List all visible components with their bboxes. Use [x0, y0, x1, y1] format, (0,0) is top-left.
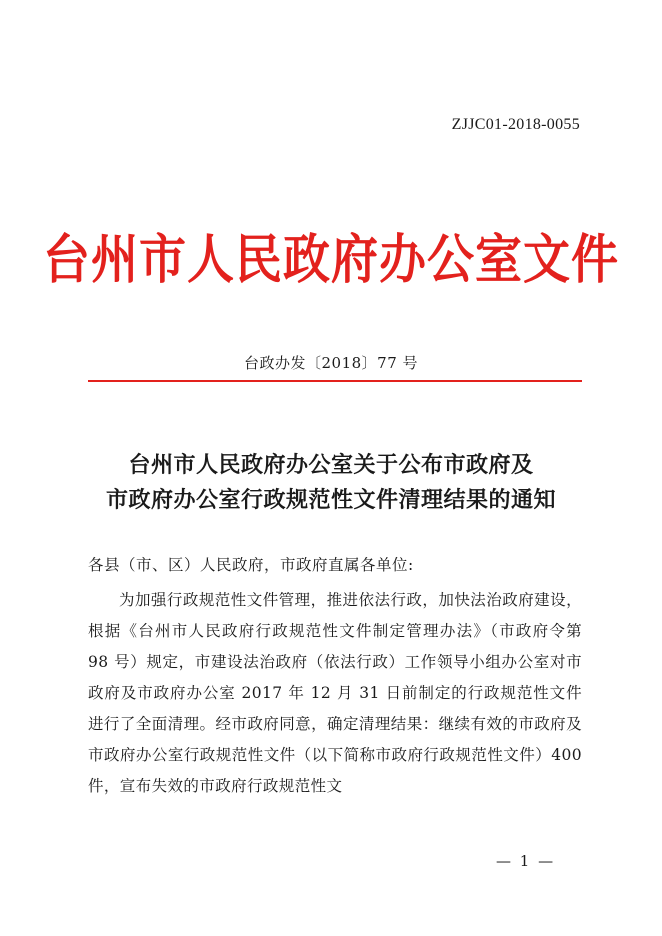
notice-title [0, 448, 662, 518]
document-code: 台政办发〔2018〕77 号 [243, 354, 419, 372]
issuer-title: 台州市人民政府办公室文件 [43, 229, 619, 291]
document-serial-number: ZJJC01-2018-0055 [451, 116, 580, 133]
notice-title-line-1: 台州市人民政府办公室关于公布市政府及 [128, 452, 534, 478]
body-paragraph: 为加强行政规范性文件管理，推进依法行政，加快法治政府建设，根据《台州市人民政府行政规范性文件制定管理办法》（市政府令第 98 号）规定，市建设法治政府（依法行政）工作领导小组办公室对市政府及市政府办公室 2017 年 12 月 31 日前制定的行政规范性文件进行了全面清理。经市政府同意，确定清理结果：继续有效的市政府及市政府办公室行政规范性文件（以下简称市政府行政规范性文件）400 件，宣布失效的市政府行政规范性文 [88, 591, 582, 795]
notice-title-line-2: 市政府办公室行政规范性文件清理结果的通知 [105, 487, 556, 513]
page-number: — 1 — [496, 852, 556, 870]
red-divider-line [88, 380, 582, 382]
salutation: 各县（市、区）人民政府，市政府直属各单位: [88, 556, 414, 574]
